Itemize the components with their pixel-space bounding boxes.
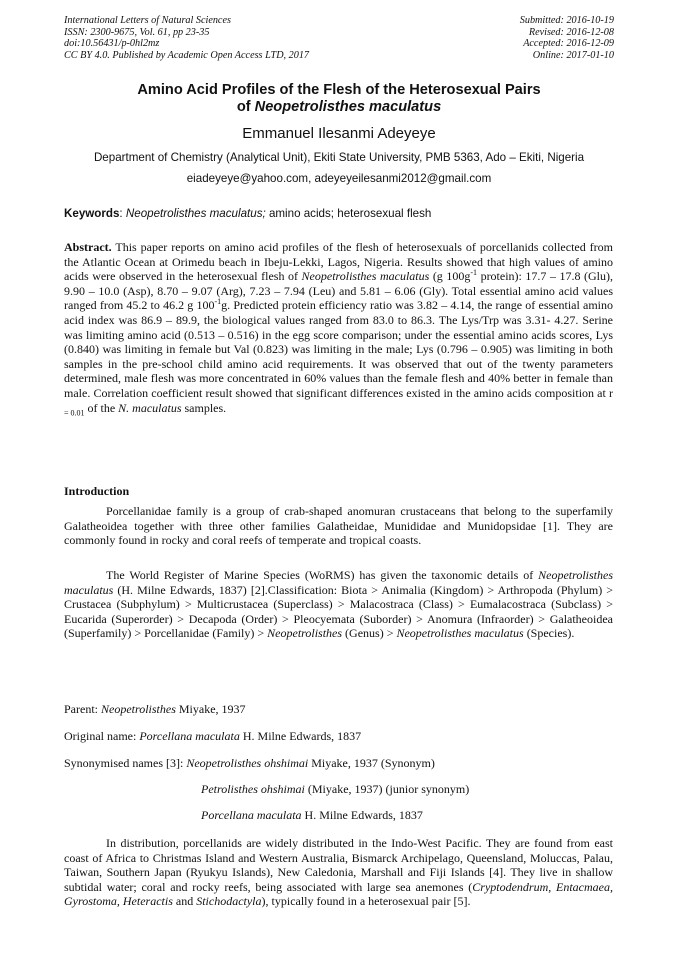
abstract-text: g. Predicted protein efficiency ratio was 3.82 – 4.14, the range of essential amino acid index was 86.9 – 89.9, the biological values ranged from 83.0 to 86.3. The Lys/Trp was 3.31- 4.27. Serine was limiting amino acid (0.513 – 0.516) in the egg score comparison; under the essential amino acids scores, Lys (0.840) was limiting in female but Val (0.823) was limiting in the male; Lys (0.796 – 0.905) was limiting in both samples in the pre-school child amino acid requirements. It was observed that out of the twenty parameters determined, male flesh was more concentrated in 60% values than the female flesh and 40% better in female than male. Correlation coefficient result showed that significant differences existed in the amino acids composition at r: [64, 298, 614, 400]
paragraph-text: and: [172, 894, 197, 909]
abstract: [64, 240, 613, 415]
synonym-authority: (Miyake, 1937) (junior synonym): [304, 782, 470, 796]
paragraph-text: The World Register of Marine Species (WoRMS) has given the taxonomic details of: [106, 568, 539, 582]
keywords-species: Neopetrolisthes maculatus;: [125, 207, 266, 220]
parent-authority: Miyake, 1937: [175, 702, 246, 716]
parent-species: Neopetrolisthes: [101, 702, 176, 716]
intro-paragraph-1: Porcellanidae family is a group of crab-shaped anomuran crustaceans that belong to the superfamily Galatheoidea together with three other families Galatheidae, Munididae and Munidopsidae [1]. They are commonly found in rocky and coral reefs of temperate and tropical coasts.: [64, 504, 613, 548]
abstract-label: Abstract.: [64, 240, 112, 254]
synonym-line-1: [64, 756, 435, 770]
parent-label: Parent:: [64, 702, 101, 716]
abstract-text: samples.: [181, 400, 227, 415]
original-name-line: [64, 729, 361, 743]
genus-name: Neopetrolisthes: [267, 626, 343, 641]
synonym-species: Porcellana maculata: [201, 808, 302, 822]
species-name: Neopetrolisthes maculatus: [64, 568, 613, 597]
paragraph-text: (Species).: [523, 626, 575, 641]
author-emails[interactable]: eiadeyeye@yahoo.com, adeyeyeilesanmi2012@gmail.com: [186, 172, 492, 185]
original-name-label: Original name:: [64, 729, 140, 743]
abstract-species: N. maculatus: [118, 400, 182, 415]
title-line-2: [0, 99, 678, 116]
paper-title: [0, 82, 678, 116]
online-date: Online: 2017-01-10: [532, 49, 614, 61]
license: CC BY 4.0. Published by Academic Open Access LTD, 2017: [64, 49, 310, 61]
abstract-text: (g 100g: [429, 269, 471, 284]
title-species: Neopetrolisthes maculatus: [254, 99, 442, 115]
synonym-line-3: [201, 808, 423, 822]
synonym-authority: H. Milne Edwards, 1837: [301, 808, 423, 822]
subscript: = 0.01: [64, 407, 85, 417]
dates-info: [520, 15, 614, 61]
synonym-authority: Miyake, 1937 (Synonym): [308, 756, 435, 770]
intro-paragraph-3: [64, 836, 613, 909]
intro-paragraph-2: [64, 568, 613, 641]
abstract-text: This paper reports on amino acid profiles of the flesh of heterosexuals of porcellanids collected from the Atlantic Ocean at Orimedu beach in Ibeju-Lekki, Lagos, Nigeria. Results showed that high values of amino acids were observed in the heterosexual flesh of: [64, 240, 613, 284]
synonym-species: Petrolisthes ohshimai: [201, 782, 305, 796]
paragraph-text: (H. Milne Edwards, 1837) [2].Classification: Biota > Animalia (Kingdom) > Arthropoda (Phylum) > Crustacea (Subphylum) > Multicrustacea (Superclass) > Malacostraca (Class) > Eumalacostraca (Subclass) > Eucarida (Superorder) > Decapoda (Order) > Pleocyemata (Suborder) > Anomura (Infraorder) > Galatheoidea (Superfamily) > Porcellanidae (Family) >: [64, 582, 613, 641]
title-line-1: Amino Acid Profiles of the Flesh of the Heterosexual Pairs: [137, 82, 541, 98]
doi: doi:10.56431/p-0hl2mz: [64, 38, 160, 50]
parent-line: [64, 702, 246, 716]
affiliation: Department of Chemistry (Analytical Unit), Ekiti State University, PMB 5363, Ado – Ekiti, Nigeria: [93, 151, 585, 164]
paragraph-text: ), typically found in a heterosexual pair [5].: [261, 894, 471, 909]
original-name-species: Porcellana maculata: [139, 729, 240, 743]
superscript: -1: [470, 268, 478, 278]
anemone-genus: Stichodactyla: [196, 894, 262, 909]
keywords: Keywords: Neopetrolisthes maculatus; amino acids; heterosexual flesh: [64, 207, 432, 220]
paragraph-text: In distribution, porcellanids are widely distributed in the Indo-West Pacific. They are found from east coast of Africa to Christmas Island and Western Australia, Bismarck Archipelago, Queensland, Moluccas, Palau, Taiwan, Southern Japan (Ryukyu Islands), New Caledonia, Marshall and Fiji Islands [4]. They live in shallow subtidal water; coral and rocky reefs, being associated with large sea anemones (: [64, 836, 613, 894]
synonym-line-2: [201, 782, 469, 796]
paragraph-text: (Genus) >: [342, 626, 397, 641]
abstract-species: Neopetrolisthes maculatus: [301, 269, 430, 284]
revised-date: Revised: 2016-12-08: [528, 26, 614, 38]
superscript: -1: [214, 297, 222, 307]
submitted-date: Submitted: 2016-10-19: [519, 15, 614, 26]
species-name: Neopetrolisthes maculatus: [396, 626, 524, 641]
title-prefix: of: [236, 99, 255, 115]
abstract-text: protein): 17.7 – 17.8 (Glu), 9.90 – 10.0 (Asp), 8.70 – 9.07 (Arg), 7.23 – 7.94 (Leu) and 5.81 – 6.06 (Gly). Total essential amino acid values ranged from 45.2 to 46.2 g 100: [64, 269, 614, 313]
author-name: Emmanuel Ilesanmi Adeyeye: [242, 125, 436, 142]
original-name-authority: H. Milne Edwards, 1837: [239, 729, 362, 743]
introduction-heading: Introduction: [64, 484, 130, 498]
anemone-genera: Cryptodendrum, Entacmaea, Gyrostoma, Heteractis: [64, 879, 613, 909]
synonyms-label: Synonymised names [3]:: [64, 756, 187, 770]
issn: ISSN: 2300-9675, Vol. 61, pp 23-35: [64, 26, 210, 38]
journal-name: International Letters of Natural Sciences: [64, 15, 231, 26]
accepted-date: Accepted: 2016-12-09: [523, 38, 614, 50]
abstract-text: of the: [84, 400, 119, 415]
journal-info: [64, 15, 309, 61]
keywords-rest: amino acids; heterosexual flesh: [265, 207, 432, 220]
keywords-label: Keywords: [64, 207, 120, 220]
synonym-species: Neopetrolisthes ohshimai: [186, 756, 309, 770]
